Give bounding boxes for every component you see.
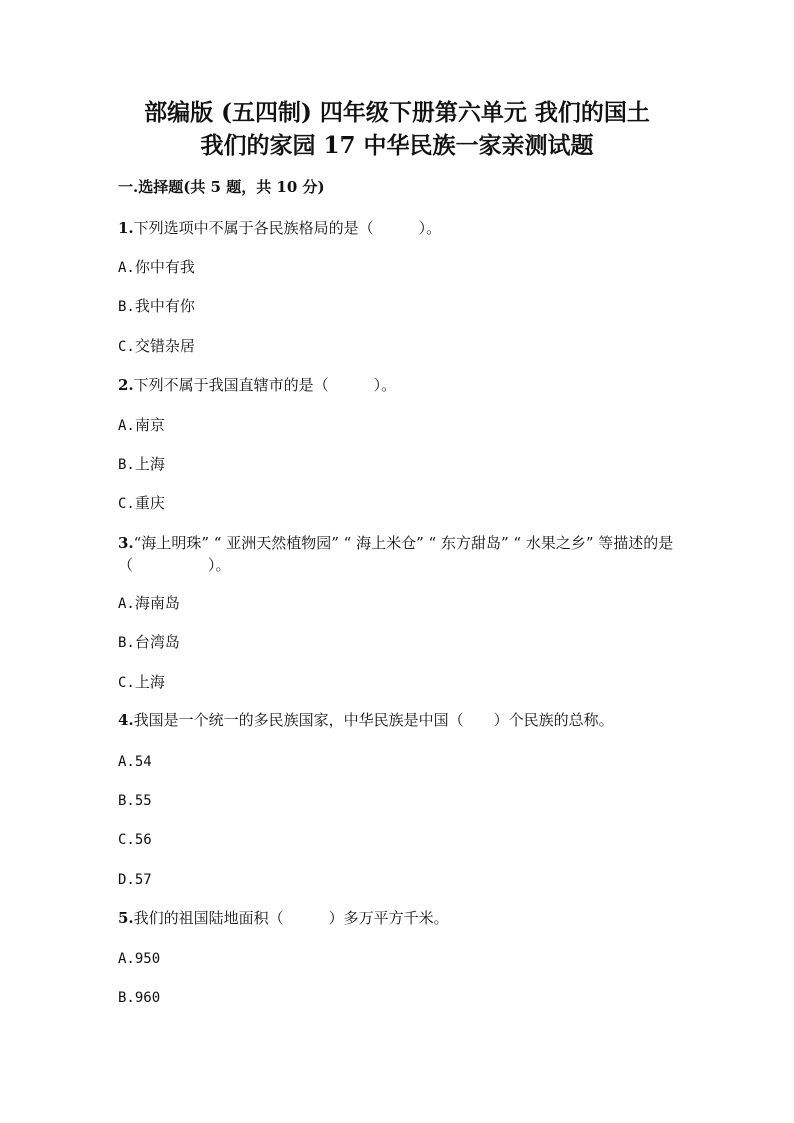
option-text: 57	[134, 872, 152, 888]
option-text: 交错杂居	[134, 337, 195, 355]
option-letter: A.	[118, 754, 135, 770]
question-4-option-a	[118, 751, 152, 772]
option-letter: B.	[118, 635, 135, 651]
option-text: 我中有你	[134, 297, 195, 315]
question-number: 3.	[118, 534, 134, 552]
option-letter: B.	[118, 793, 135, 809]
question-number: 4.	[118, 711, 134, 729]
option-text: 台湾岛	[134, 633, 180, 651]
question-3	[118, 532, 678, 576]
option-text: 南京	[134, 416, 165, 434]
question-text: 下列选项中不属于各民族格局的是（ ）。	[133, 219, 442, 237]
question-2-option-a	[118, 415, 165, 436]
option-letter: D.	[118, 872, 135, 888]
question-1-option-c	[118, 336, 195, 357]
option-text: 950	[134, 951, 161, 967]
option-text: 上海	[134, 673, 165, 691]
option-letter: A.	[118, 260, 135, 276]
option-text: 上海	[134, 455, 165, 473]
option-letter: C.	[118, 496, 135, 512]
question-4-option-b	[118, 790, 152, 811]
question-5	[118, 908, 449, 928]
question-text: 我们的祖国陆地面积（ ）多万平方千米。	[133, 909, 449, 927]
question-3-option-a	[118, 593, 180, 614]
question-4-option-d	[118, 869, 152, 890]
option-text: 54	[134, 754, 152, 770]
question-1-option-a	[118, 257, 195, 278]
question-4-option-c	[118, 829, 152, 850]
option-text: 重庆	[134, 494, 165, 512]
question-1	[118, 218, 441, 238]
option-letter: C.	[118, 339, 135, 355]
document-title-line-1: 部编版 (五四制) 四年级下册第六单元 我们的国土	[144, 99, 650, 126]
option-text: 你中有我	[134, 258, 195, 276]
option-letter: B.	[118, 990, 135, 1006]
question-3-option-c	[118, 672, 165, 693]
option-letter: B.	[118, 457, 135, 473]
option-letter: B.	[118, 299, 135, 315]
question-number: 2.	[118, 376, 134, 394]
option-letter: A.	[118, 596, 135, 612]
question-text: 下列不属于我国直辖市的是（ ）。	[133, 376, 397, 394]
question-1-option-b	[118, 296, 195, 317]
question-4	[118, 710, 614, 730]
question-2	[118, 375, 396, 395]
question-3-option-b	[118, 632, 180, 653]
question-number: 5.	[118, 909, 134, 927]
option-text: 56	[134, 832, 152, 848]
section-heading: 一.选择题(共 5 题，共 10 分)	[118, 178, 325, 196]
option-letter: A.	[118, 951, 135, 967]
question-number: 1.	[118, 219, 134, 237]
option-text: 海南岛	[134, 594, 180, 612]
question-2-option-c	[118, 493, 165, 514]
question-5-option-b	[118, 987, 160, 1008]
question-5-option-a	[118, 948, 160, 969]
option-letter: C.	[118, 832, 135, 848]
document-title-line-2: 我们的家园 17 中华民族一家亲测试题	[200, 132, 594, 159]
option-letter: C.	[118, 675, 135, 691]
option-text: 960	[134, 990, 161, 1006]
question-text: 我国是一个统一的多民族国家，中华民族是中国（ ）个民族的总称。	[133, 711, 614, 729]
question-text: “海上明珠” “ 亚洲天然植物园” “ 海上米仓” “ 东方甜岛” “ 水果之乡” 等描述的是（ ）。	[118, 534, 674, 574]
question-2-option-b	[118, 454, 165, 475]
option-text: 55	[134, 793, 152, 809]
option-letter: A.	[118, 418, 135, 434]
